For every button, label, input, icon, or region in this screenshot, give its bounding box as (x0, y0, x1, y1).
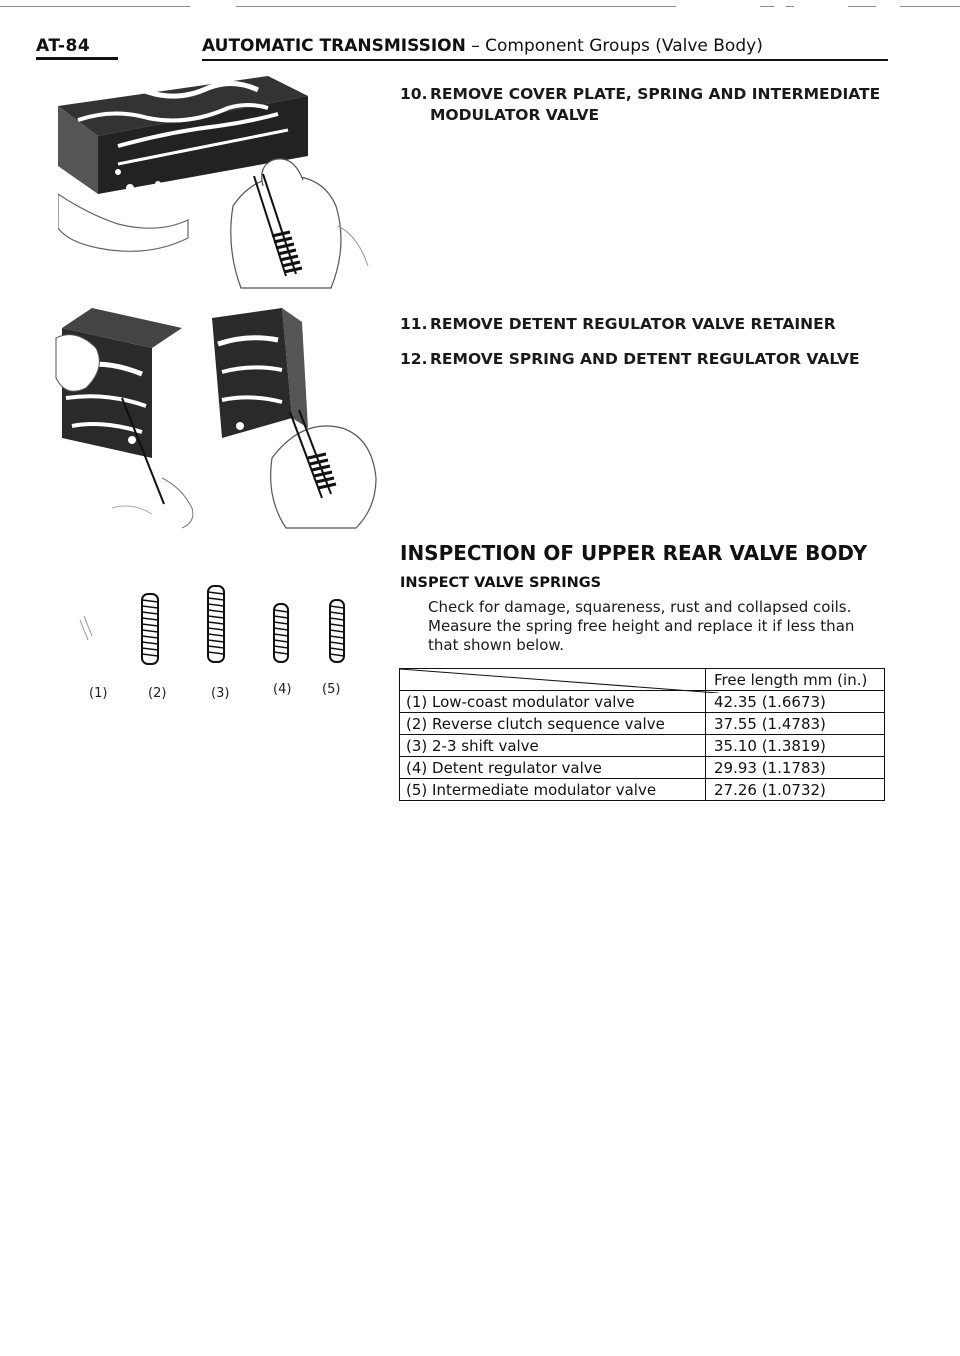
table-row (400, 735, 885, 757)
table-header-free-length: Free length mm (in.) (706, 669, 885, 691)
figure-detent-spring-removal (212, 308, 380, 534)
row-label: (2) Reverse clutch sequence valve (400, 713, 706, 735)
step-text: REMOVE COVER PLATE, SPRING AND INTERMEDIATE MODULATOR VALVE (430, 85, 881, 124)
table-row (400, 757, 885, 779)
table-row (400, 713, 885, 735)
row-label: (5) Intermediate modulator valve (400, 779, 706, 801)
spring-label-4: (4) (273, 682, 292, 697)
step-text: REMOVE DETENT REGULATOR VALVE RETAINER (430, 315, 836, 333)
page-number: AT-84 (36, 36, 91, 56)
spring-label-3: (3) (211, 686, 230, 701)
page-header (36, 34, 886, 64)
step-number: 11. (400, 315, 428, 333)
row-label: (1) Low-coast modulator valve (400, 691, 706, 713)
section-title: INSPECTION OF UPPER REAR VALVE BODY (400, 541, 868, 565)
step-10 (400, 84, 890, 126)
spring-label-5: (5) (322, 682, 341, 697)
row-value: 37.55 (1.4783) (706, 713, 885, 735)
row-value: 35.10 (1.3819) (706, 735, 885, 757)
page-title (202, 36, 763, 56)
table-row (400, 691, 885, 713)
step-11 (400, 314, 890, 335)
row-label: (3) 2-3 shift valve (400, 735, 706, 757)
table-corner-cell (400, 669, 706, 691)
header-rule (202, 59, 888, 61)
row-label: (4) Detent regulator valve (400, 757, 706, 779)
page-number-rule (36, 57, 118, 60)
step-text: REMOVE SPRING AND DETENT REGULATOR VALVE (430, 350, 860, 368)
row-value: 29.93 (1.1783) (706, 757, 885, 779)
page-title-rest: – Component Groups (Valve Body) (465, 36, 763, 56)
table-row (400, 779, 885, 801)
row-value: 27.26 (1.0732) (706, 779, 885, 801)
figure-cover-plate-removal (58, 76, 378, 292)
scan-edge-line (0, 6, 960, 8)
spring-label-2: (2) (148, 686, 167, 701)
step-number: 10. (400, 85, 428, 103)
table-header-row (400, 669, 885, 691)
step-number: 12. (400, 350, 428, 368)
step-12 (400, 349, 890, 370)
figure-valve-springs (70, 580, 370, 680)
subsection-title: INSPECT VALVE SPRINGS (400, 575, 602, 591)
row-value: 42.35 (1.6673) (706, 691, 885, 713)
inspection-description: Check for damage, squareness, rust and collapsed coils. Measure the spring free height and replace it if less than that shown below. (428, 598, 855, 654)
page-title-bold: AUTOMATIC TRANSMISSION (202, 36, 466, 56)
spring-label-1: (1) (89, 686, 108, 701)
spring-spec-table (399, 668, 885, 801)
figure-retainer-removal (52, 308, 202, 534)
